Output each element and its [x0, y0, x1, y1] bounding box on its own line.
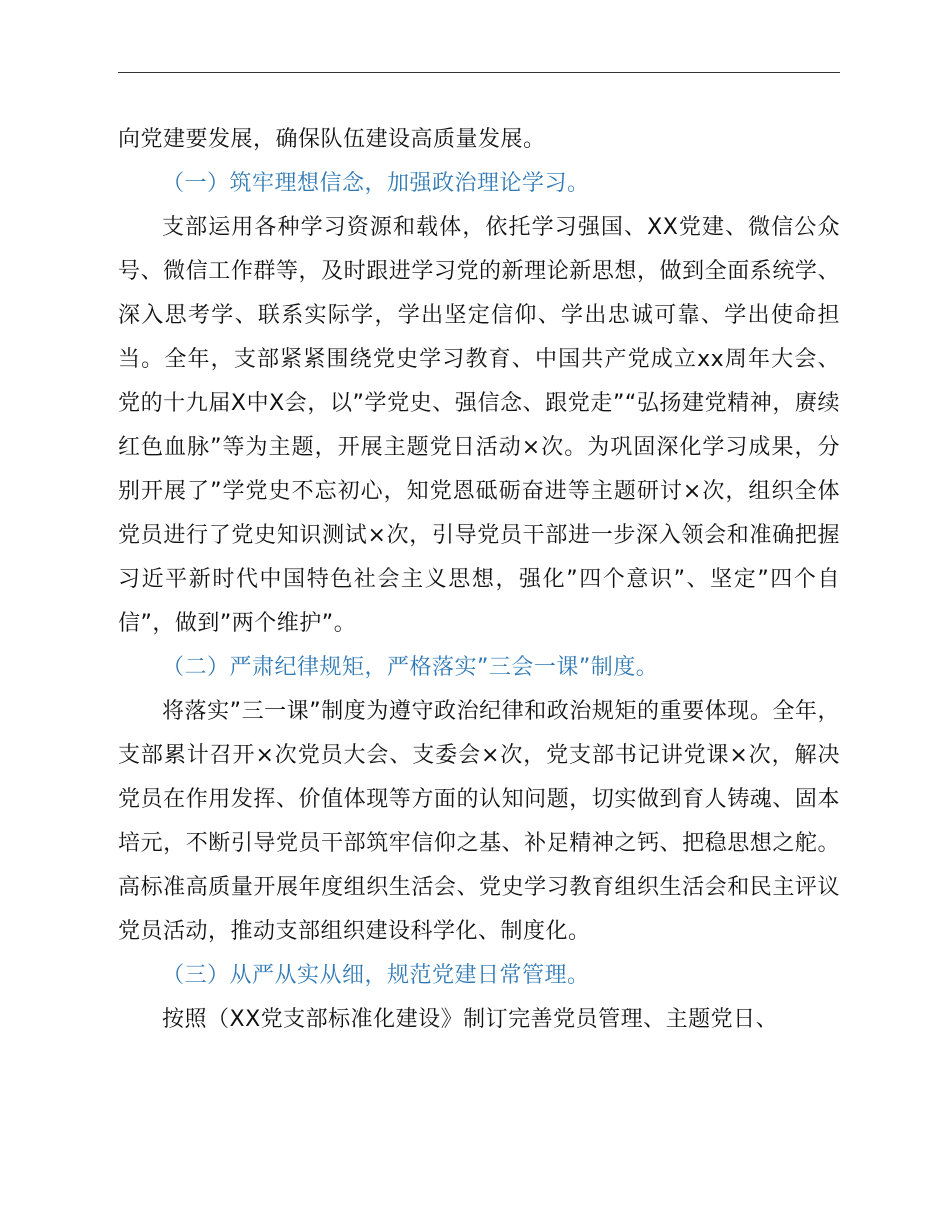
section-heading-1: （一）筑牢理想信念，加强政治理论学习。: [162, 171, 590, 196]
paragraph-section-3: 按照（XX党支部标准化建设》制订完善党员管理、主题党日、: [162, 1007, 779, 1032]
section-heading-3: （三）从严从实从细，规范党建日常管理。: [162, 963, 590, 988]
section-heading-2: （二）严肃纪律规矩，严格落实”三会一课”制度。: [162, 655, 659, 680]
paragraph-continued: 向党建要发展，确保队伍建设高质量发展。: [118, 127, 546, 152]
paragraph-section-2: 将落实”三一课”制度为遵守政治纪律和政治规矩的重要体现。全年，支部累计召开×次党员大会、支委会×次，党支部书记讲党课×次，解决党员在作用发挥、价值体现等方面的认知问题，切实做到育人铸魂、固本培元，不断引导党员干部筑牢信仰之基、补足精神之钙、把稳思想之舵。高标准高质量开展年度组织生活会、党史学习教育组织生活会和民主评议党员活动，推动支部组织建设科学化、制度化。: [118, 699, 840, 944]
paragraph-section-1: 支部运用各种学习资源和载体，依托学习强国、XX党建、微信公众号、微信工作群等，及时跟进学习党的新理论新思想，做到全面系统学、深入思考学、联系实际学，学出坚定信仰、学出忠诚可靠、学出使命担当。全年，支部紧紧围绕党史学习教育、中国共产党成立xx周年大会、党的十九届X中X会，以”学党史、强信念、跟党走”“弘扬建党精神，赓续红色血脉”等为主题，开展主题党日活动×次。为巩固深化学习成果，分别开展了”学党史不忘初心，知党恩砥砺奋进等主题研讨×次，组织全体党员进行了党史知识测试×次，引导党员干部进一步深入领会和准确把握习近平新时代中国特色社会主义思想，强化”四个意识”、坚定”四个自信”，做到”两个维护”。: [118, 215, 840, 636]
header-rule: [118, 72, 840, 73]
document-body: [118, 118, 840, 1042]
